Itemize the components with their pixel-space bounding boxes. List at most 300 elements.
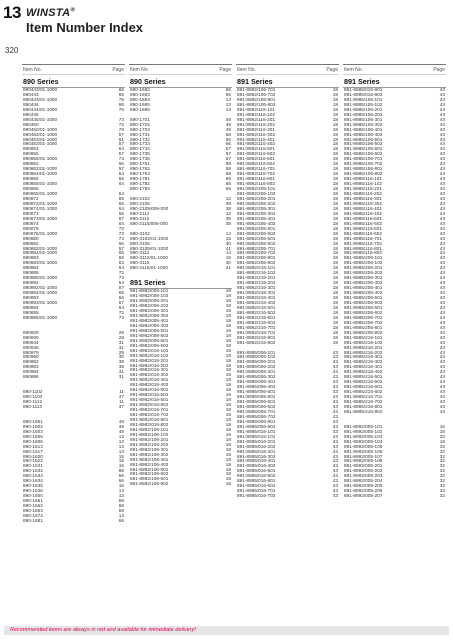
brand-logo bbox=[26, 7, 143, 19]
page-reference: 49 bbox=[225, 121, 231, 127]
page-reference: 14 bbox=[225, 230, 231, 236]
item-number: 891-8985/216-302 bbox=[344, 360, 383, 365]
item-number: 890862 bbox=[23, 162, 39, 167]
page-reference: 18 bbox=[225, 461, 231, 467]
page-number: 320 bbox=[5, 46, 19, 55]
page-reference: 18 bbox=[332, 299, 338, 305]
item-number: 891-8982/216-602 bbox=[237, 320, 276, 325]
page-reference: 31 bbox=[118, 339, 124, 345]
item-number: 891-8985/106-501 bbox=[344, 137, 383, 142]
page-reference: 13 bbox=[225, 106, 231, 112]
item-number: 890-2115/006-000 bbox=[130, 221, 168, 226]
page-reference: 15 bbox=[225, 255, 231, 261]
item-number: 891-8985/006-302 bbox=[237, 375, 276, 380]
item-number: 890884/01-1000 bbox=[23, 251, 58, 256]
item-number: 891-8985/116-102 bbox=[344, 182, 382, 187]
page-reference: 37 bbox=[118, 394, 124, 400]
page-reference: 18 bbox=[225, 342, 231, 348]
page-reference: 18 bbox=[332, 285, 338, 291]
item-number: 891-8982/006-302 bbox=[130, 313, 169, 318]
page-reference: 49 bbox=[225, 126, 231, 132]
item-number: 891-8992/005-103 bbox=[344, 434, 383, 439]
index-row bbox=[22, 519, 125, 524]
item-number: 891-8985/106-102 bbox=[344, 102, 383, 107]
brand-name: WINSTA bbox=[26, 7, 71, 19]
item-number: 891-8982/216-701 bbox=[237, 325, 276, 330]
page-reference: 43 bbox=[439, 131, 445, 137]
page-reference: 43 bbox=[439, 389, 445, 395]
item-number: 890-1682 bbox=[130, 88, 150, 92]
item-number: 891-8985/216-501 bbox=[344, 375, 383, 380]
item-number: 891-8982/006-201 bbox=[130, 299, 169, 304]
item-number: 891-8982/106-201 bbox=[130, 437, 169, 442]
page-reference: 66 bbox=[118, 101, 124, 107]
item-number: 891-8982/216-301 bbox=[237, 286, 276, 291]
page-reference: 76 bbox=[118, 96, 124, 102]
item-number: 891-8985/006-602 bbox=[237, 405, 276, 409]
item-number: 891-8985/006-201 bbox=[237, 360, 276, 365]
page-reference: 18 bbox=[332, 270, 338, 276]
item-number: 891-8985/016-201 bbox=[237, 439, 276, 444]
item-number: 891-8985/216-101 bbox=[344, 335, 383, 340]
page-reference: 18 bbox=[225, 312, 231, 318]
page-reference: 29 bbox=[118, 334, 124, 340]
page-reference: 65 bbox=[118, 200, 124, 206]
page-reference: 32 bbox=[439, 433, 445, 439]
item-number: 891-8985/216-701 bbox=[344, 395, 383, 400]
item-number: 891-8982/106-702 bbox=[237, 92, 276, 97]
item-number: 891-8985/206-402 bbox=[344, 291, 383, 296]
page-reference: 32 bbox=[439, 473, 445, 479]
series-heading: 891 Series bbox=[129, 276, 232, 289]
item-number: 891-8982/206-102 bbox=[237, 192, 276, 197]
item-number: 890884 bbox=[23, 266, 39, 271]
item-number: 891-8982/006-102 bbox=[130, 294, 169, 299]
item-number: 891-8985/016-302 bbox=[237, 454, 276, 459]
page-reference: 38 bbox=[225, 205, 231, 211]
page-reference: 43 bbox=[332, 488, 338, 494]
page-reference: 72 bbox=[118, 309, 124, 315]
item-number: 890-2105/006-000 bbox=[130, 206, 169, 211]
page-reference: 38 bbox=[225, 215, 231, 221]
page-reference: 43 bbox=[439, 309, 445, 315]
page-reference: 66 bbox=[225, 136, 231, 142]
item-number: 891-8982/006-501 bbox=[130, 328, 169, 333]
footer-note-bar bbox=[4, 626, 449, 635]
page-reference: 43 bbox=[439, 166, 445, 172]
page-reference: 13 bbox=[118, 443, 124, 449]
page-reference: 43 bbox=[439, 255, 445, 261]
item-number: 891-8982/206-101 bbox=[237, 187, 276, 192]
page-reference: 18 bbox=[332, 235, 338, 241]
page-reference: 43 bbox=[439, 210, 445, 216]
item-number: 891-8985/006-702 bbox=[237, 414, 276, 419]
item-number: 891-8982/106-302 bbox=[130, 452, 169, 457]
page-reference: 18 bbox=[332, 280, 338, 286]
item-number: 891-8985/116-801 bbox=[344, 246, 382, 251]
item-number: 891-8992/005-206 bbox=[344, 489, 383, 494]
page-reference: 43 bbox=[439, 245, 445, 251]
item-number: 890944 bbox=[23, 340, 39, 345]
item-number: 891-8985/016-402 bbox=[237, 464, 276, 469]
item-number: 891-8985/216-502 bbox=[344, 380, 383, 385]
item-number: 890-3102 bbox=[130, 231, 150, 236]
item-number: 891-8982/106-102 bbox=[130, 432, 169, 437]
page-reference: 64 bbox=[118, 171, 124, 177]
page-reference: 32 bbox=[439, 458, 445, 464]
item-number: 891-8982/216-302 bbox=[237, 291, 276, 296]
page-reference: 43 bbox=[439, 106, 445, 112]
chapter-tab bbox=[0, 0, 22, 56]
page-reference: 18 bbox=[332, 260, 338, 266]
page-reference: 12 bbox=[225, 195, 231, 201]
series-heading: 891 Series bbox=[343, 75, 446, 88]
item-number: 891-8982/216-502 bbox=[237, 310, 276, 315]
page-reference: 18 bbox=[332, 121, 338, 127]
item-number: 891-8982/016-702 bbox=[130, 413, 169, 418]
page-reference: 18 bbox=[332, 205, 338, 211]
item-number: 891-8982/106-301 bbox=[130, 447, 169, 452]
page-reference: 43 bbox=[439, 299, 445, 305]
page-reference: 18 bbox=[332, 275, 338, 281]
item-number: 891-8982/216-101 bbox=[237, 266, 276, 271]
page-reference: 66 bbox=[225, 186, 231, 192]
page-reference: 43 bbox=[439, 156, 445, 162]
page-reference: 32 bbox=[439, 493, 445, 499]
page-reference: 16 bbox=[439, 423, 445, 429]
page-reference: 66 bbox=[225, 91, 231, 97]
item-number: 891-8985/206-601 bbox=[344, 305, 383, 310]
page-reference: 43 bbox=[439, 295, 445, 301]
page-reference: 43 bbox=[332, 453, 338, 459]
page-reference: 18 bbox=[332, 111, 338, 117]
item-number: 891-8982/006-402 bbox=[130, 323, 169, 328]
item-number: 890-1103 bbox=[23, 395, 43, 400]
page-reference: 11 bbox=[119, 399, 124, 405]
page-reference: 56 bbox=[118, 255, 124, 261]
page-reference: 18 bbox=[225, 322, 231, 328]
item-number: 891-8985/116-701 bbox=[344, 236, 382, 241]
item-number: 890875 bbox=[23, 226, 39, 231]
item-number: 891-8992/005-104 bbox=[344, 439, 383, 444]
item-number: 891-8982/206-302 bbox=[237, 211, 276, 216]
item-number: 891-8982/216-202 bbox=[237, 281, 276, 286]
page-reference: 43 bbox=[332, 359, 338, 365]
page-reference: 16 bbox=[118, 463, 124, 469]
item-number: 891-8985/116-401 bbox=[344, 206, 382, 211]
item-number: 891-8985/016-801 bbox=[344, 88, 383, 92]
page-reference: 43 bbox=[439, 235, 445, 241]
page-reference: 43 bbox=[332, 463, 338, 469]
page-reference: 16 bbox=[118, 483, 124, 489]
item-number: 890-1681 bbox=[23, 518, 43, 523]
page-reference: 43 bbox=[332, 458, 338, 464]
item-number: 891-8982/206-801 bbox=[237, 256, 276, 261]
page-reference: 43 bbox=[439, 161, 445, 167]
item-number: 891-8982/216-402 bbox=[237, 300, 276, 305]
page-reference: 18 bbox=[225, 436, 231, 442]
page-reference: 18 bbox=[332, 295, 338, 301]
item-number: 891-8982/006-602 bbox=[130, 343, 169, 348]
page-reference: 18 bbox=[225, 352, 231, 358]
series-heading: 891 Series bbox=[236, 75, 339, 88]
page-reference: 12 bbox=[225, 210, 231, 216]
page-title: Item Number Index bbox=[26, 20, 144, 35]
item-number: 890873 bbox=[23, 211, 39, 216]
page-reference: 43 bbox=[439, 359, 445, 365]
page-reference: 18 bbox=[332, 186, 338, 192]
item-number: 891-8982/106-602 bbox=[130, 482, 169, 487]
page-reference: 18 bbox=[332, 250, 338, 256]
item-number: 891-8982/106-501 bbox=[130, 467, 169, 472]
page-reference: 43 bbox=[439, 250, 445, 256]
page-reference: 18 bbox=[225, 456, 231, 462]
item-number: 890855/01-1000 bbox=[23, 157, 58, 162]
item-number: 890-3102/01-1000 bbox=[130, 236, 169, 241]
page-reference: 43 bbox=[439, 91, 445, 97]
item-number: 890-1633 bbox=[23, 474, 43, 479]
page-reference: 43 bbox=[439, 126, 445, 132]
item-number: 891-8985/206-602 bbox=[344, 310, 383, 315]
page-reference: 43 bbox=[439, 384, 445, 390]
item-number: 890450 bbox=[23, 122, 39, 127]
page-reference: 18 bbox=[225, 431, 231, 437]
page-reference: 67 bbox=[225, 156, 231, 162]
page-reference: 18 bbox=[225, 303, 231, 309]
item-number: 891-8982/016-402 bbox=[130, 383, 169, 388]
page-reference: 18 bbox=[332, 146, 338, 152]
page-reference: 43 bbox=[332, 394, 338, 400]
item-number: 891-8982/106-401 bbox=[130, 457, 169, 462]
page-reference: 66 bbox=[225, 176, 231, 182]
item-number: 891-8982/016-301 bbox=[130, 368, 169, 373]
item-number: 890-2105 bbox=[130, 201, 150, 206]
page-reference: 29 bbox=[118, 349, 124, 355]
page-reference: 43 bbox=[439, 215, 445, 221]
item-number: 890-1761 bbox=[130, 162, 150, 167]
item-number: 891-8985/106-301 bbox=[344, 117, 383, 122]
page-reference: 43 bbox=[439, 181, 445, 187]
item-number: 890-1613 bbox=[23, 444, 43, 449]
item-number: 890945 bbox=[23, 345, 39, 350]
item-number: 891-8982/206-502 bbox=[237, 231, 276, 236]
page-reference: 18 bbox=[332, 161, 338, 167]
item-number: 891-8985/006-202 bbox=[237, 365, 276, 370]
page-reference: 32 bbox=[439, 448, 445, 454]
page-reference: 43 bbox=[332, 379, 338, 385]
item-number: 891-8985/116-702 bbox=[344, 241, 382, 246]
page-reference: 18 bbox=[332, 329, 338, 335]
page-reference: 43 bbox=[439, 195, 445, 201]
page-reference: 18 bbox=[332, 290, 338, 296]
column-header bbox=[343, 65, 446, 75]
page-reference: 66 bbox=[225, 131, 231, 137]
page-reference: 32 bbox=[439, 483, 445, 489]
page-reference: 18 bbox=[332, 220, 338, 226]
page-reference: 56 bbox=[118, 161, 124, 167]
item-number: 891-8982/016-401 bbox=[130, 378, 169, 383]
page-reference: 54 bbox=[118, 280, 124, 286]
item-number: 890-1733 bbox=[130, 142, 150, 147]
item-number: 890444/01-1000 bbox=[23, 107, 58, 112]
page-reference: 43 bbox=[439, 116, 445, 122]
page-reference: 38 bbox=[225, 220, 231, 226]
item-number: 891-8985/106-601 bbox=[344, 147, 383, 152]
item-number: 890873/01-1000 bbox=[23, 216, 58, 221]
item-number: 890-1782 bbox=[130, 182, 150, 187]
page-reference: 43 bbox=[439, 136, 445, 142]
item-number: 891-8982/106-502 bbox=[130, 472, 169, 477]
index-columns bbox=[22, 64, 446, 620]
page-reference: 73 bbox=[118, 275, 124, 281]
page-header-label: Page bbox=[326, 67, 338, 73]
page-reference: 16 bbox=[439, 428, 445, 434]
page-reference: 43 bbox=[439, 200, 445, 206]
item-number: 890892/01-1000 bbox=[23, 286, 58, 291]
item-number: 891-8985/006-501 bbox=[237, 390, 276, 395]
item-number: 890-3115/01-1000 bbox=[130, 266, 168, 271]
item-number: 890-3105 bbox=[130, 241, 150, 246]
page-reference: 49 bbox=[118, 428, 124, 434]
page-reference: 66 bbox=[225, 181, 231, 187]
page-reference: 18 bbox=[225, 372, 231, 378]
item-number: 891-8985/206-802 bbox=[344, 330, 383, 335]
item-number: 890872/01-1000 bbox=[23, 201, 58, 206]
page-reference: 18 bbox=[332, 334, 338, 340]
item-number: 891-8982/116-402 bbox=[237, 142, 275, 147]
item-number: 891-8982/116-802 bbox=[237, 182, 275, 187]
item-number: 891-8982/216-802 bbox=[237, 340, 276, 345]
item-number: 890-3112 bbox=[130, 251, 150, 256]
page-reference: 57 bbox=[118, 215, 124, 221]
item-number: 891-8985/006-401 bbox=[237, 380, 276, 385]
page-reference: 43 bbox=[439, 186, 445, 192]
page-reference: 18 bbox=[332, 106, 338, 112]
page-reference: 43 bbox=[439, 314, 445, 320]
page-reference: 43 bbox=[439, 275, 445, 281]
item-number: 891-8985/106-401 bbox=[344, 127, 383, 132]
item-number: 890-1731 bbox=[130, 132, 150, 137]
item-number: 890854 bbox=[23, 147, 39, 152]
item-number: 891-8985/116-201 bbox=[344, 187, 382, 192]
page-header-label: Page bbox=[219, 67, 231, 73]
page-reference: 14 bbox=[225, 250, 231, 256]
item-number: 890984 bbox=[23, 370, 39, 375]
page-reference: 43 bbox=[439, 280, 445, 286]
page-reference: 43 bbox=[439, 394, 445, 400]
page-reference: 37 bbox=[118, 404, 124, 409]
page-reference: 43 bbox=[332, 438, 338, 444]
page-reference: 43 bbox=[439, 265, 445, 271]
page-reference: 43 bbox=[332, 483, 338, 489]
item-number: 891-8985/116-501 bbox=[344, 216, 382, 221]
series-heading: 890 Series bbox=[22, 75, 125, 88]
page-reference: 18 bbox=[332, 131, 338, 137]
page-reference: 43 bbox=[332, 408, 338, 414]
item-number: 890-1603 bbox=[23, 429, 43, 434]
item-number: 891-8985/116-802 bbox=[344, 251, 382, 256]
page-reference: 57 bbox=[118, 131, 124, 137]
page-reference: 67 bbox=[225, 146, 231, 152]
page-reference: 18 bbox=[225, 367, 231, 373]
item-number: 890892 bbox=[23, 281, 39, 286]
page-reference: 43 bbox=[332, 384, 338, 390]
item-number: 891-8982/016-101 bbox=[130, 348, 169, 353]
page-reference: 32 bbox=[439, 463, 445, 469]
item-number: 890865 bbox=[23, 187, 39, 192]
item-number: 890444 bbox=[23, 102, 39, 107]
item-number: 890882/01-1000 bbox=[23, 246, 58, 251]
item-number: 891-8982/116-801 bbox=[237, 177, 275, 182]
item-number: 890-1685 bbox=[130, 102, 150, 107]
page-reference: 43 bbox=[439, 230, 445, 236]
item-number: 891-8982/216-201 bbox=[237, 276, 276, 281]
page-reference: 65 bbox=[118, 87, 124, 92]
page-reference: 18 bbox=[225, 382, 231, 388]
page-reference: 31 bbox=[118, 344, 124, 350]
page-reference: 67 bbox=[225, 151, 231, 157]
item-number: 891-8982/116-301 bbox=[237, 127, 275, 132]
item-number: 890982 bbox=[23, 360, 39, 365]
page-reference: 18 bbox=[332, 245, 338, 251]
item-number: 891-8982/016-601 bbox=[130, 398, 169, 403]
item-number: 891-8985/216-301 bbox=[344, 355, 383, 360]
page-reference: 43 bbox=[332, 493, 338, 499]
item-number: 891-8982/016-802 bbox=[130, 422, 169, 427]
item-number: 891-8985/106-802 bbox=[344, 172, 383, 177]
index-column bbox=[343, 64, 446, 620]
page-reference: 43 bbox=[439, 121, 445, 127]
item-number: 891-8985/206-101 bbox=[344, 256, 383, 261]
item-number: 891-8982/016-502 bbox=[130, 393, 169, 398]
page-reference: 72 bbox=[118, 225, 124, 231]
item-number: 891-8985/016-602 bbox=[237, 484, 276, 489]
page-reference: 43 bbox=[439, 369, 445, 375]
item-number: 891-8985/106-701 bbox=[344, 157, 383, 162]
item-number: 891-8982/216-401 bbox=[237, 296, 276, 301]
item-number: 890-1632 bbox=[23, 469, 43, 474]
page-reference: 18 bbox=[332, 339, 338, 345]
item-number: 890443/01-1000 bbox=[23, 88, 58, 92]
page-reference: 13 bbox=[225, 101, 231, 107]
item-number: 891-8985/116-402 bbox=[344, 211, 382, 216]
page-reference: 56 bbox=[118, 176, 124, 182]
item-number: 891-8982/116-201 bbox=[237, 117, 275, 122]
page-reference: 49 bbox=[225, 116, 231, 122]
item-number: 890-1631 bbox=[23, 464, 43, 469]
registered-mark: ® bbox=[70, 7, 76, 14]
item-number: 890855 bbox=[23, 152, 39, 157]
item-number: 891-8982/106-801 bbox=[237, 97, 276, 102]
page-reference: 43 bbox=[332, 354, 338, 360]
chapter-number: 13 bbox=[3, 3, 21, 22]
page-reference: 18 bbox=[225, 288, 231, 294]
page-reference: 18 bbox=[332, 166, 338, 172]
item-number: 890-1701 bbox=[130, 117, 150, 122]
item-number: 891-8985/116-502 bbox=[344, 221, 382, 226]
item-number: 891-8985/016-102 bbox=[237, 434, 276, 439]
item-number: 891-8982/016-102 bbox=[130, 353, 169, 358]
item-number: 891-8985/016-502 bbox=[237, 474, 276, 479]
page-reference: 18 bbox=[332, 181, 338, 187]
page-reference: 58 bbox=[118, 503, 124, 509]
item-number: 890-2102 bbox=[130, 196, 150, 201]
item-number: 891-8982/116-401 bbox=[237, 137, 275, 142]
page-reference: 43 bbox=[332, 443, 338, 449]
item-number: 891-8985/116-602 bbox=[344, 231, 382, 236]
item-number: 890865/01-1000 bbox=[23, 182, 58, 187]
item-number: 891-8982/016-501 bbox=[130, 388, 169, 393]
